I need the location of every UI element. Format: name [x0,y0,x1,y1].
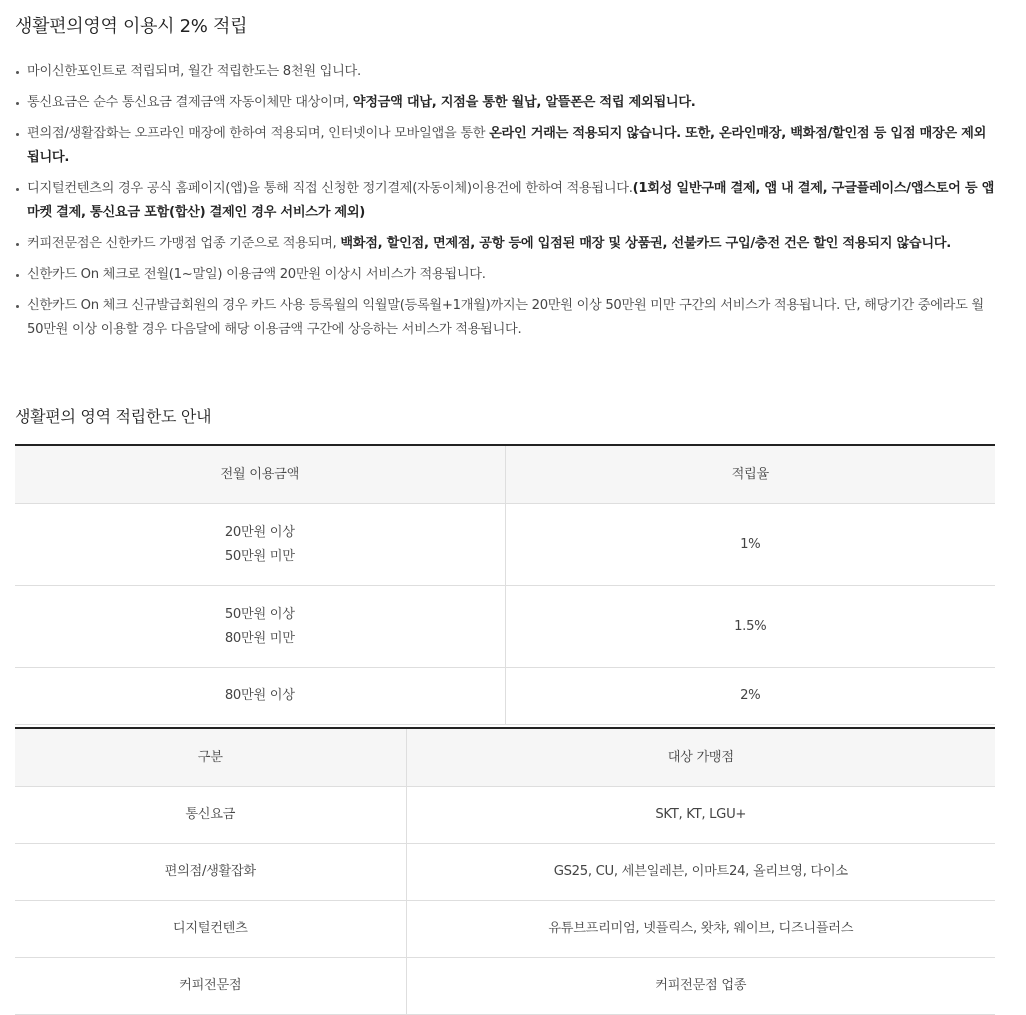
usage-range-cell [15,586,505,668]
notice-text: 디지털컨텐츠의 경우 공식 홈페이지(앱)을 통해 직접 신청한 정기결제(자동이체)이용건에 한하여 적용됩니다. [27,181,633,196]
merchants-cell: SKT, KT, LGU+ [406,787,995,844]
rate-cell: 2% [505,668,995,725]
notice-bold-text: 약정금액 대납, 지점을 통한 월납, 알뜰폰은 적립 제외됩니다. [352,95,696,110]
notice-item [15,294,995,342]
notice-item [15,60,995,84]
merchants-cell: GS25, CU, 세븐일레븐, 이마트24, 올리브영, 다이소 [406,844,995,901]
category-cell: 커피전문점 [15,958,406,1015]
notice-item [15,177,995,225]
table-row [15,844,995,901]
notice-text: 신한카드 On 체크로 전월(1~말일) 이용금액 20만원 이상시 서비스가 적용됩니다. [27,267,486,282]
usage-range-cell [15,668,505,725]
table-row [15,787,995,844]
notice-list [15,60,995,349]
table-header-row [15,728,995,787]
notice-item [15,232,995,256]
notice-text: 통신요금은 순수 통신요금 결제금액 자동이체만 대상이며, [27,95,353,110]
category-cell: 통신요금 [15,787,406,844]
range-max: 80만원 미만 [224,630,295,646]
range-min: 50만원 이상 [224,606,295,622]
notice-item [15,91,995,115]
rate-cell: 1.5% [505,586,995,668]
column-header-usage: 전월 이용금액 [15,445,505,504]
range-max: 50만원 미만 [224,548,295,564]
range-min: 80만원 이상 [224,688,295,703]
accrual-rate-table [15,444,995,725]
page-title: 생활편의영역 이용시 2% 적립 [15,16,248,37]
table-row [15,504,995,586]
column-header-merchants: 대상 가맹점 [406,728,995,787]
notice-text: 편의점/생활잡화는 오프라인 매장에 한하여 적용되며, 인터넷이나 모바일앱을 통한 [27,126,490,141]
notice-text: 커피전문점은 신한카드 가맹점 업종 기준으로 적용되며, [27,236,341,251]
category-cell: 디지털컨텐츠 [15,901,406,958]
notice-item [15,122,995,170]
table-header-row [15,445,995,504]
usage-range-cell [15,504,505,586]
category-cell: 편의점/생활잡화 [15,844,406,901]
merchants-cell: 커피전문점 업종 [406,958,995,1015]
table-row [15,901,995,958]
notice-bold-text: 온라인 거래는 적용되지 않습니다. 또한, 온라인매장, 백화점/할인점 등 입점 매장은 제외됩니다. [27,126,987,165]
column-header-category: 구분 [15,728,406,787]
notice-text: 마이신한포인트로 적립되며, 월간 적립한도는 8천원 입니다. [27,64,361,79]
merchant-table [15,727,995,1015]
notice-bold-text: 백화점, 할인점, 면제점, 공항 등에 입점된 매장 및 상품권, 선불카드 구입/충전 건은 할인 적용되지 않습니다. [340,236,951,251]
merchants-cell: 유튜브프리미엄, 넷플릭스, 왓챠, 웨이브, 디즈니플러스 [406,901,995,958]
table-row [15,668,995,725]
notice-bold-text: (1회성 일반구매 결제, 앱 내 결제, 구글플레이스/앱스토어 등 앱마켓 결제, 통신요금 포함(합산) 결제인 경우 서비스가 제외) [27,181,995,220]
rate-cell: 1% [505,504,995,586]
range-min: 20만원 이상 [224,524,295,540]
table-row [15,958,995,1015]
notice-item [15,263,995,287]
notice-text: 신한카드 On 체크 신규발급회원의 경우 카드 사용 등록월의 익월말(등록월+1개월)까지는 20만원 이상 50만원 미만 구간의 서비스가 적용됩니다. 단, 해당기간 중에라도 월 50만원 이상 이용할 경우 다음달에 해당 이용금액 구간에 상응하는 서비스가 적용됩니다. [27,298,984,337]
column-header-rate: 적립율 [505,445,995,504]
table-row [15,586,995,668]
limit-section-title: 생활편의 영역 적립한도 안내 [15,407,212,426]
